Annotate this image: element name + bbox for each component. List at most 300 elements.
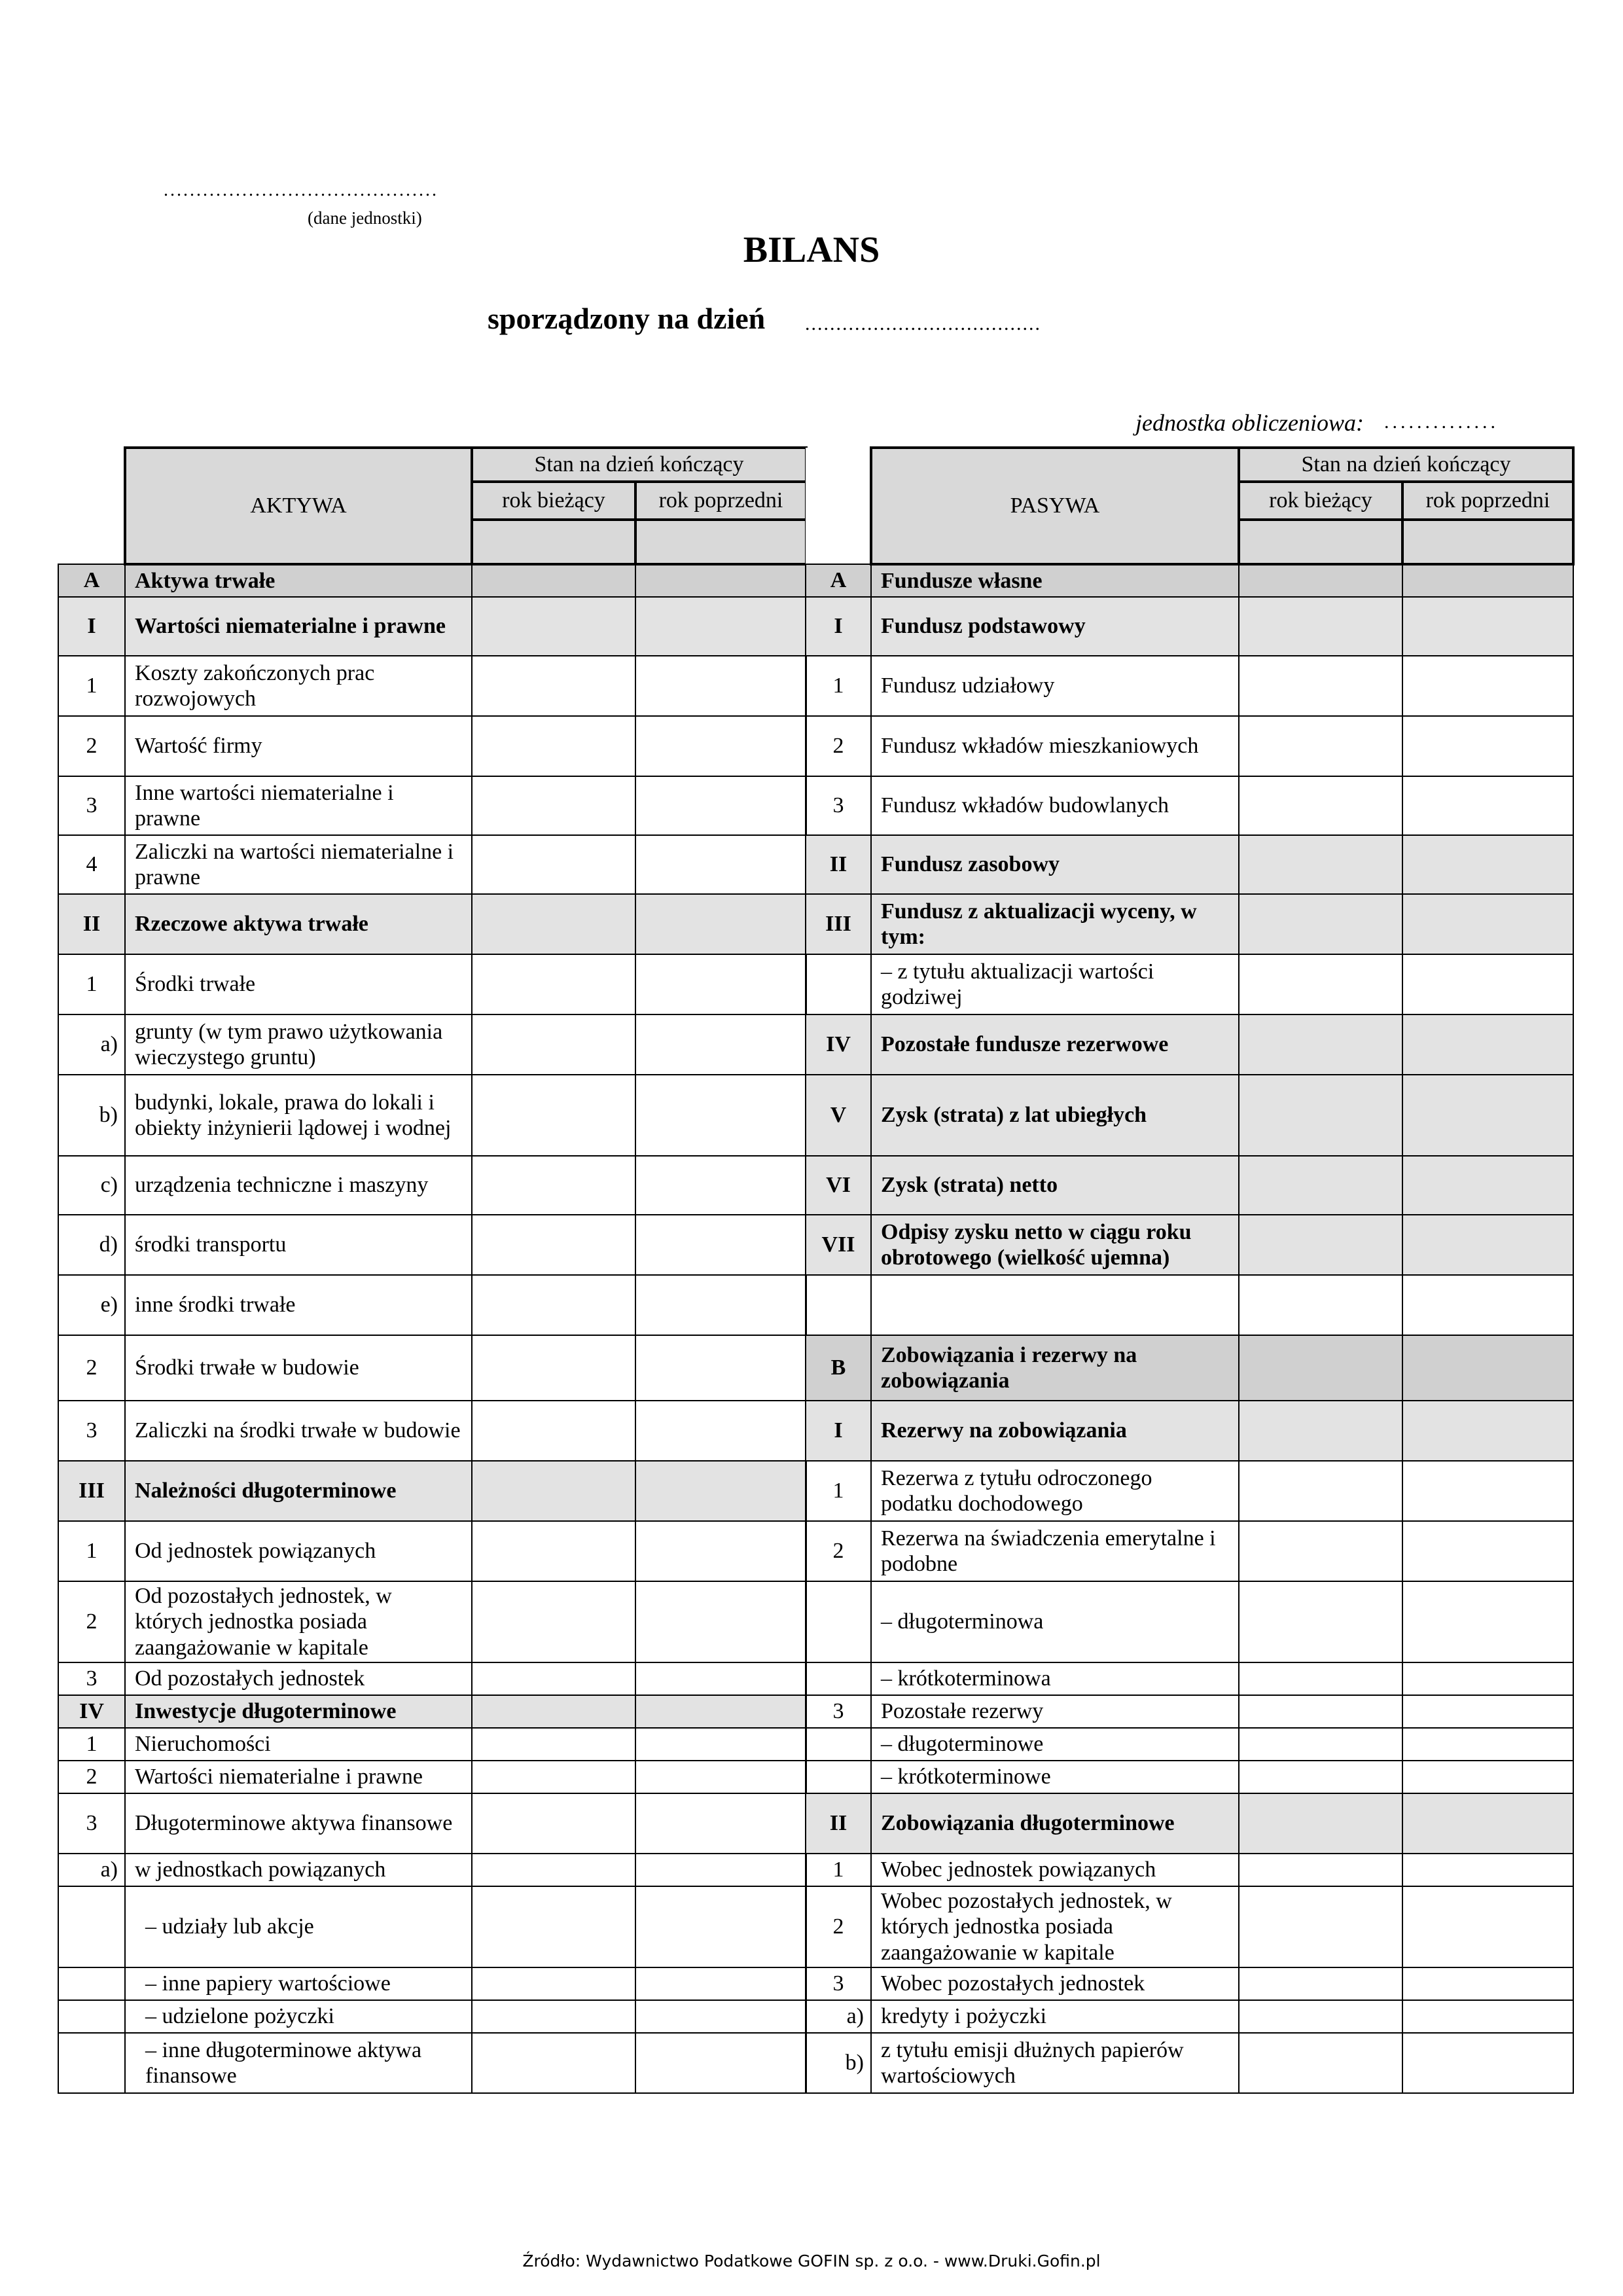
aktywa-value-previous[interactable] — [635, 656, 806, 716]
aktywa-row — [58, 1521, 806, 1581]
pasywa-row-number: 1 — [806, 1461, 871, 1521]
pasywa-row-label: Rezerwa na świadczenia emerytalne i podobne — [871, 1521, 1239, 1581]
aktywa-value-current[interactable] — [472, 1014, 635, 1075]
aktywa-value-previous[interactable] — [635, 564, 806, 597]
pasywa-row-label: – z tytułu aktualizacji wartości godziwej — [871, 954, 1239, 1014]
entity-data-label: (dane jednostki) — [308, 208, 422, 228]
aktywa-value-previous[interactable] — [635, 1967, 806, 2000]
aktywa-row-label: Należności długoterminowe — [125, 1461, 472, 1521]
pasywa-value-previous[interactable] — [1402, 1075, 1573, 1156]
pasywa-row-label: Fundusz zasobowy — [871, 835, 1239, 894]
pasywa-row-label: Fundusz z aktualizacji wyceny, w tym: — [871, 894, 1239, 954]
aktywa-row-number: a) — [58, 1014, 125, 1075]
aktywa-row-number: 3 — [58, 1662, 125, 1695]
aktywa-row-number: 3 — [58, 1793, 125, 1854]
aktywa-value-current[interactable] — [472, 1401, 635, 1461]
pasywa-value-current[interactable] — [1239, 1156, 1402, 1215]
pasywa-rok-biezacy: rok bieżący — [1239, 482, 1402, 520]
aktywa-row-label: inne środki trwałe — [125, 1275, 472, 1335]
pasywa-value-current[interactable] — [1239, 835, 1402, 894]
pasywa-value-current[interactable] — [1239, 1695, 1402, 1728]
pasywa-row-label: z tytułu emisji dłużnych papierów wartościowych — [871, 2033, 1239, 2093]
aktywa-row-number: e) — [58, 1275, 125, 1335]
aktywa-row — [58, 716, 806, 776]
pasywa-value-current[interactable] — [1239, 1793, 1402, 1854]
pasywa-row — [806, 1761, 1573, 1793]
pasywa-value-previous[interactable] — [1402, 1156, 1573, 1215]
pasywa-row-number — [806, 954, 871, 1014]
pasywa-row-number: I — [806, 1401, 871, 1461]
aktywa-row-label: Zaliczki na środki trwałe w budowie — [125, 1401, 472, 1461]
subtitle: sporządzony na dzień — [488, 302, 766, 335]
aktywa-row — [58, 1014, 806, 1075]
pasywa-value-current[interactable] — [1239, 1461, 1402, 1521]
aktywa-row-label: Od jednostek powiązanych — [125, 1521, 472, 1581]
aktywa-value-current[interactable] — [472, 716, 635, 776]
pasywa-header-blank — [806, 448, 871, 564]
pasywa-row — [806, 1275, 1573, 1335]
aktywa-row-label: Długoterminowe aktywa finansowe — [125, 1793, 472, 1854]
pasywa-row-number: VI — [806, 1156, 871, 1215]
pasywa-value-previous[interactable] — [1402, 894, 1573, 954]
aktywa-row-label: Koszty zakończonych prac rozwojowych — [125, 656, 472, 716]
pasywa-value-previous[interactable] — [1402, 716, 1573, 776]
pasywa-value-previous[interactable] — [1402, 597, 1573, 656]
source-footer: Źródło: Wydawnictwo Podatkowe GOFIN sp. z o.o. - www.Druki.Gofin.pl — [522, 2251, 1101, 2270]
aktywa-row — [58, 656, 806, 716]
pasywa-value-current[interactable] — [1239, 894, 1402, 954]
pasywa-value-previous[interactable] — [1402, 1793, 1573, 1854]
pasywa-row — [806, 1521, 1573, 1581]
pasywa-row-number: IV — [806, 1014, 871, 1075]
aktywa-row-label: Rzeczowe aktywa trwałe — [125, 894, 472, 954]
pasywa-row — [806, 835, 1573, 894]
aktywa-row — [58, 2033, 806, 2093]
pasywa-row-label: Fundusz wkładów mieszkaniowych — [871, 716, 1239, 776]
aktywa-value-current[interactable] — [472, 1335, 635, 1401]
aktywa-row — [58, 1695, 806, 1728]
pasywa-row — [806, 597, 1573, 656]
pasywa-value-previous[interactable] — [1402, 2033, 1573, 2093]
aktywa-row-label: Wartości niematerialne i prawne — [125, 1761, 472, 1793]
pasywa-row-number: 3 — [806, 776, 871, 835]
aktywa-row — [58, 564, 806, 597]
pasywa-row-number: VII — [806, 1215, 871, 1275]
aktywa-value-previous[interactable] — [635, 954, 806, 1014]
pasywa-row-number: A — [806, 564, 871, 597]
pasywa-value-current[interactable] — [1239, 1521, 1402, 1581]
aktywa-rok-poprzedni: rok poprzedni — [635, 482, 806, 520]
pasywa-title: PASYWA — [871, 448, 1239, 564]
pasywa-value-current[interactable] — [1239, 1215, 1402, 1275]
aktywa-row-number: 1 — [58, 954, 125, 1014]
pasywa-value-current[interactable] — [1239, 1014, 1402, 1075]
aktywa-value-previous[interactable] — [635, 1886, 806, 1967]
pasywa-row — [806, 2033, 1573, 2093]
aktywa-value-previous[interactable] — [635, 776, 806, 835]
pasywa-spacer-cell — [1402, 520, 1573, 564]
unit-field-dots[interactable]: .............. — [1384, 411, 1499, 433]
pasywa-value-previous[interactable] — [1402, 2000, 1573, 2033]
aktywa-value-current[interactable] — [472, 1581, 635, 1662]
aktywa-value-current[interactable] — [472, 597, 635, 656]
pasywa-row — [806, 1215, 1573, 1275]
aktywa-row-label: – udzielone pożyczki — [125, 2000, 472, 2033]
aktywa-row-label: Inne wartości niematerialne i prawne — [125, 776, 472, 835]
pasywa-row-label: kredyty i pożyczki — [871, 2000, 1239, 2033]
aktywa-value-current[interactable] — [472, 1793, 635, 1854]
aktywa-value-previous[interactable] — [635, 1215, 806, 1275]
pasywa-value-current[interactable] — [1239, 1886, 1402, 1967]
aktywa-row-number: 2 — [58, 716, 125, 776]
pasywa-row-label: Pozostałe rezerwy — [871, 1695, 1239, 1728]
aktywa-row — [58, 1335, 806, 1401]
aktywa-row — [58, 1967, 806, 2000]
aktywa-value-current[interactable] — [472, 1521, 635, 1581]
pasywa-value-previous[interactable] — [1402, 776, 1573, 835]
aktywa-row-number — [58, 1967, 125, 2000]
aktywa-value-current[interactable] — [472, 1695, 635, 1728]
aktywa-row — [58, 954, 806, 1014]
pasywa-row — [806, 1695, 1573, 1728]
pasywa-row-label: Zobowiązania długoterminowe — [871, 1793, 1239, 1854]
pasywa-value-current[interactable] — [1239, 1761, 1402, 1793]
pasywa-row — [806, 954, 1573, 1014]
aktywa-row-number — [58, 1886, 125, 1967]
aktywa-row-label: – inne papiery wartościowe — [125, 1967, 472, 2000]
aktywa-row — [58, 1886, 806, 1967]
pasywa-row-number: 3 — [806, 1695, 871, 1728]
pasywa-row-label: – krótkoterminowa — [871, 1662, 1239, 1695]
pasywa-value-previous[interactable] — [1402, 656, 1573, 716]
pasywa-row-label: Zysk (strata) z lat ubiegłych — [871, 1075, 1239, 1156]
pasywa-row-label: Wobec jednostek powiązanych — [871, 1854, 1239, 1886]
pasywa-value-current[interactable] — [1239, 1728, 1402, 1761]
aktywa-value-current[interactable] — [472, 1156, 635, 1215]
aktywa-row — [58, 835, 806, 894]
pasywa-value-previous[interactable] — [1402, 1521, 1573, 1581]
aktywa-row-number — [58, 2000, 125, 2033]
aktywa-value-previous[interactable] — [635, 1695, 806, 1728]
aktywa-row — [58, 1662, 806, 1695]
pasywa-value-previous[interactable] — [1402, 1215, 1573, 1275]
aktywa-spacer-cell — [635, 520, 806, 564]
pasywa-row-number: 1 — [806, 1854, 871, 1886]
aktywa-row-label: – inne długoterminowe aktywa finansowe — [125, 2033, 472, 2093]
aktywa-row-label: Inwestycje długoterminowe — [125, 1695, 472, 1728]
pasywa-row — [806, 1854, 1573, 1886]
aktywa-row-label: Od pozostałych jednostek, w których jednostka posiada zaangażowanie w kapitale — [125, 1581, 472, 1662]
pasywa-value-previous[interactable] — [1402, 1581, 1573, 1662]
aktywa-row-label: Aktywa trwałe — [125, 564, 472, 597]
aktywa-row-label: Środki trwałe w budowie — [125, 1335, 472, 1401]
pasywa-value-current[interactable] — [1239, 2033, 1402, 2093]
pasywa-value-previous[interactable] — [1402, 1761, 1573, 1793]
pasywa-row-number — [806, 1275, 871, 1335]
aktywa-value-previous[interactable] — [635, 1761, 806, 1793]
entity-data-dots[interactable]: .......................................... — [164, 180, 438, 200]
pasywa-row — [806, 894, 1573, 954]
pasywa-row-label: Odpisy zysku netto w ciągu roku obrotowego (wielkość ujemna) — [871, 1215, 1239, 1275]
pasywa-row — [806, 1728, 1573, 1761]
aktywa-row — [58, 1215, 806, 1275]
aktywa-value-previous[interactable] — [635, 835, 806, 894]
pasywa-row — [806, 716, 1573, 776]
pasywa-value-previous[interactable] — [1402, 1335, 1573, 1401]
pasywa-row — [806, 1793, 1573, 1854]
aktywa-row-label: Nieruchomości — [125, 1728, 472, 1761]
pasywa-row-label: Fundusz udziałowy — [871, 656, 1239, 716]
pasywa-value-current[interactable] — [1239, 776, 1402, 835]
pasywa-value-previous[interactable] — [1402, 835, 1573, 894]
pasywa-row — [806, 1075, 1573, 1156]
pasywa-row-label: – krótkoterminowe — [871, 1761, 1239, 1793]
aktywa-value-current[interactable] — [472, 1854, 635, 1886]
aktywa-value-current[interactable] — [472, 2000, 635, 2033]
aktywa-row-label: – udziały lub akcje — [125, 1886, 472, 1967]
aktywa-value-current[interactable] — [472, 564, 635, 597]
pasywa-row — [806, 1662, 1573, 1695]
aktywa-row — [58, 1581, 806, 1662]
aktywa-title: AKTYWA — [125, 448, 472, 564]
pasywa-row-number: 1 — [806, 656, 871, 716]
pasywa-row-number: II — [806, 835, 871, 894]
aktywa-value-current[interactable] — [472, 1728, 635, 1761]
aktywa-value-current[interactable] — [472, 835, 635, 894]
pasywa-row-number — [806, 1581, 871, 1662]
aktywa-row-number: 4 — [58, 835, 125, 894]
pasywa-value-current[interactable] — [1239, 1581, 1402, 1662]
pasywa-row-label: – długoterminowa — [871, 1581, 1239, 1662]
pasywa-row-number: 2 — [806, 716, 871, 776]
aktywa-value-previous[interactable] — [635, 1521, 806, 1581]
pasywa-row — [806, 1156, 1573, 1215]
page-title: BILANS — [743, 230, 880, 270]
aktywa-row — [58, 1793, 806, 1854]
aktywa-row-number: 2 — [58, 1761, 125, 1793]
aktywa-row-label: Od pozostałych jednostek — [125, 1662, 472, 1695]
pasywa-row — [806, 656, 1573, 716]
aktywa-value-previous[interactable] — [635, 1854, 806, 1886]
aktywa-row-number: b) — [58, 1075, 125, 1156]
pasywa-value-previous[interactable] — [1402, 1014, 1573, 1075]
pasywa-value-current[interactable] — [1239, 564, 1402, 597]
aktywa-row-number: c) — [58, 1156, 125, 1215]
aktywa-value-current[interactable] — [472, 1886, 635, 1967]
aktywa-row-number: III — [58, 1461, 125, 1521]
aktywa-row-number: 2 — [58, 1335, 125, 1401]
aktywa-value-previous[interactable] — [635, 1793, 806, 1854]
pasywa-value-previous[interactable] — [1402, 1662, 1573, 1695]
aktywa-value-previous[interactable] — [635, 894, 806, 954]
pasywa-row-number: I — [806, 597, 871, 656]
pasywa-value-current[interactable] — [1239, 1662, 1402, 1695]
aktywa-row-number: IV — [58, 1695, 125, 1728]
aktywa-row-number: 2 — [58, 1581, 125, 1662]
pasywa-row-number: III — [806, 894, 871, 954]
aktywa-value-current[interactable] — [472, 656, 635, 716]
pasywa-value-previous[interactable] — [1402, 1967, 1573, 2000]
aktywa-stan-header: Stan na dzień kończący — [472, 448, 806, 482]
pasywa-value-previous[interactable] — [1402, 1695, 1573, 1728]
pasywa-row — [806, 1967, 1573, 2000]
aktywa-row-number: 1 — [58, 1728, 125, 1761]
aktywa-row-number: d) — [58, 1215, 125, 1275]
aktywa-value-previous[interactable] — [635, 1275, 806, 1335]
pasywa-row-number — [806, 1662, 871, 1695]
pasywa-row-label: Rezerwa z tytułu odroczonego podatku dochodowego — [871, 1461, 1239, 1521]
aktywa-value-previous[interactable] — [635, 1075, 806, 1156]
pasywa-value-current[interactable] — [1239, 2000, 1402, 2033]
aktywa-row — [58, 1401, 806, 1461]
pasywa-row — [806, 1335, 1573, 1401]
pasywa-row-label: Wobec pozostałych jednostek, w których jednostka posiada zaangażowanie w kapitale — [871, 1886, 1239, 1967]
aktywa-value-previous[interactable] — [635, 1581, 806, 1662]
pasywa-row-label: – długoterminowe — [871, 1728, 1239, 1761]
aktywa-row — [58, 1461, 806, 1521]
pasywa-value-current[interactable] — [1239, 1401, 1402, 1461]
aktywa-row — [58, 2000, 806, 2033]
pasywa-value-current[interactable] — [1239, 1275, 1402, 1335]
aktywa-value-previous[interactable] — [635, 2033, 806, 2093]
aktywa-row — [58, 776, 806, 835]
pasywa-row-number: V — [806, 1075, 871, 1156]
pasywa-row-number: 2 — [806, 1521, 871, 1581]
pasywa-header-row — [806, 448, 1573, 482]
aktywa-value-previous[interactable] — [635, 597, 806, 656]
aktywa-row-label: Środki trwałe — [125, 954, 472, 1014]
pasywa-row-label: Rezerwy na zobowiązania — [871, 1401, 1239, 1461]
pasywa-value-previous[interactable] — [1402, 1886, 1573, 1967]
aktywa-value-previous[interactable] — [635, 1014, 806, 1075]
pasywa-value-previous[interactable] — [1402, 1275, 1573, 1335]
pasywa-value-previous[interactable] — [1402, 954, 1573, 1014]
aktywa-value-current[interactable] — [472, 894, 635, 954]
aktywa-row — [58, 597, 806, 656]
aktywa-value-previous[interactable] — [635, 1401, 806, 1461]
pasywa-row-number — [806, 1761, 871, 1793]
pasywa-row-number: a) — [806, 2000, 871, 2033]
aktywa-row-number: a) — [58, 1854, 125, 1886]
pasywa-value-previous[interactable] — [1402, 1728, 1573, 1761]
aktywa-value-current[interactable] — [472, 1967, 635, 2000]
aktywa-value-current[interactable] — [472, 1215, 635, 1275]
pasywa-row-number: b) — [806, 2033, 871, 2093]
pasywa-stan-header: Stan na dzień kończący — [1239, 448, 1573, 482]
pasywa-value-previous[interactable] — [1402, 1401, 1573, 1461]
pasywa-row-number: II — [806, 1793, 871, 1854]
pasywa-value-previous[interactable] — [1402, 1854, 1573, 1886]
aktywa-row-number: I — [58, 597, 125, 656]
aktywa-value-current[interactable] — [472, 954, 635, 1014]
aktywa-row-label: w jednostkach powiązanych — [125, 1854, 472, 1886]
aktywa-row — [58, 1275, 806, 1335]
pasywa-value-current[interactable] — [1239, 716, 1402, 776]
pasywa-row — [806, 1886, 1573, 1967]
pasywa-value-previous[interactable] — [1402, 564, 1573, 597]
date-field-dots[interactable]: ...................................... — [805, 313, 1041, 334]
pasywa-row — [806, 564, 1573, 597]
pasywa-value-current[interactable] — [1239, 1854, 1402, 1886]
aktywa-row-label: grunty (w tym prawo użytkowania wieczystego gruntu) — [125, 1014, 472, 1075]
aktywa-row-label: budynki, lokale, prawa do lokali i obiekty inżynierii lądowej i wodnej — [125, 1075, 472, 1156]
aktywa-value-current[interactable] — [472, 1075, 635, 1156]
aktywa-value-previous[interactable] — [635, 1662, 806, 1695]
aktywa-value-current[interactable] — [472, 1275, 635, 1335]
aktywa-row — [58, 1728, 806, 1761]
aktywa-row-label: Wartości niematerialne i prawne — [125, 597, 472, 656]
aktywa-rok-biezacy: rok bieżący — [472, 482, 635, 520]
aktywa-row-label: Wartość firmy — [125, 716, 472, 776]
aktywa-row-label: Zaliczki na wartości niematerialne i prawne — [125, 835, 472, 894]
pasywa-row — [806, 1014, 1573, 1075]
unit-label: jednostka obliczeniowa: — [1135, 410, 1364, 436]
aktywa-row-number: 3 — [58, 1401, 125, 1461]
pasywa-value-current[interactable] — [1239, 1335, 1402, 1401]
pasywa-row-number: B — [806, 1335, 871, 1401]
aktywa-value-current[interactable] — [472, 776, 635, 835]
aktywa-value-previous[interactable] — [635, 1728, 806, 1761]
aktywa-value-current[interactable] — [472, 1662, 635, 1695]
pasywa-row-label: Pozostałe fundusze rezerwowe — [871, 1014, 1239, 1075]
pasywa-row — [806, 1581, 1573, 1662]
pasywa-row — [806, 1461, 1573, 1521]
aktywa-row-number: 3 — [58, 776, 125, 835]
aktywa-row-number: II — [58, 894, 125, 954]
pasywa-row-number: 3 — [806, 1967, 871, 2000]
pasywa-row — [806, 1401, 1573, 1461]
aktywa-value-previous[interactable] — [635, 716, 806, 776]
pasywa-row-number — [806, 1728, 871, 1761]
pasywa-row-label: Zobowiązania i rezerwy na zobowiązania — [871, 1335, 1239, 1401]
aktywa-row — [58, 1156, 806, 1215]
aktywa-value-current[interactable] — [472, 1761, 635, 1793]
pasywa-value-current[interactable] — [1239, 1075, 1402, 1156]
aktywa-value-previous[interactable] — [635, 1335, 806, 1401]
aktywa-row-label: urządzenia techniczne i maszyny — [125, 1156, 472, 1215]
pasywa-row-label: Wobec pozostałych jednostek — [871, 1967, 1239, 2000]
pasywa-value-current[interactable] — [1239, 954, 1402, 1014]
pasywa-row-label: Fundusz podstawowy — [871, 597, 1239, 656]
pasywa-value-current[interactable] — [1239, 597, 1402, 656]
aktywa-row-number: A — [58, 564, 125, 597]
pasywa-value-previous[interactable] — [1402, 1461, 1573, 1521]
pasywa-spacer-cell — [1239, 520, 1402, 564]
aktywa-row — [58, 1854, 806, 1886]
aktywa-row-number: 1 — [58, 1521, 125, 1581]
pasywa-row-label — [871, 1275, 1239, 1335]
aktywa-value-previous[interactable] — [635, 2000, 806, 2033]
aktywa-row-number: 1 — [58, 656, 125, 716]
aktywa-row-number — [58, 2033, 125, 2093]
pasywa-value-current[interactable] — [1239, 656, 1402, 716]
aktywa-value-current[interactable] — [472, 1461, 635, 1521]
pasywa-value-current[interactable] — [1239, 1967, 1402, 2000]
aktywa-row-label: środki transportu — [125, 1215, 472, 1275]
aktywa-row — [58, 1761, 806, 1793]
aktywa-spacer-cell — [472, 520, 635, 564]
pasywa-row-label: Zysk (strata) netto — [871, 1156, 1239, 1215]
aktywa-value-current[interactable] — [472, 2033, 635, 2093]
aktywa-row — [58, 894, 806, 954]
pasywa-row — [806, 776, 1573, 835]
aktywa-header-blank — [58, 448, 125, 564]
pasywa-row — [806, 2000, 1573, 2033]
pasywa-row-label: Fundusz wkładów budowlanych — [871, 776, 1239, 835]
aktywa-value-previous[interactable] — [635, 1156, 806, 1215]
pasywa-rok-poprzedni: rok poprzedni — [1402, 482, 1573, 520]
aktywa-value-previous[interactable] — [635, 1461, 806, 1521]
